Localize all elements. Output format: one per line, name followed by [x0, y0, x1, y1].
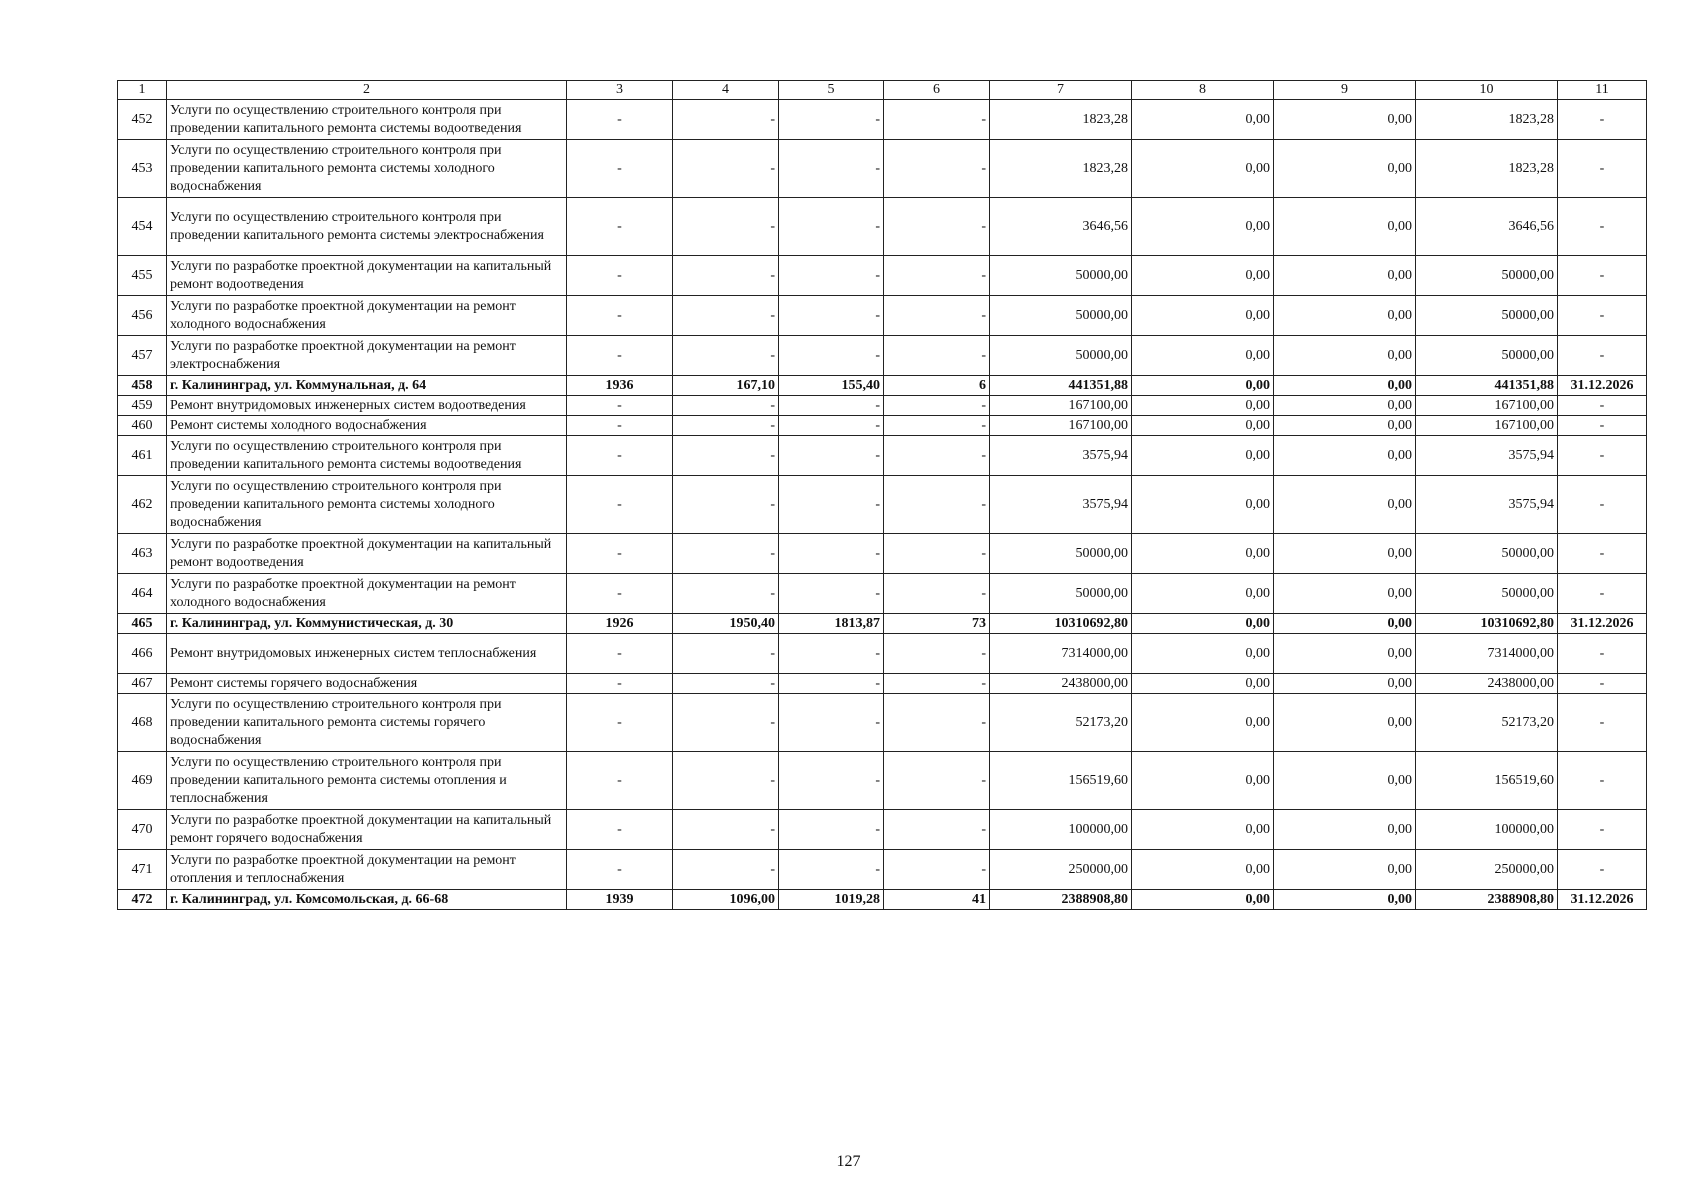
- total-cost: 10310692,80: [990, 614, 1132, 634]
- owners-cost: 50000,00: [1416, 574, 1558, 614]
- total-cost: 100000,00: [990, 810, 1132, 850]
- table-row: [118, 416, 1647, 436]
- total-area: -: [673, 810, 779, 850]
- total-area: -: [673, 634, 779, 674]
- header-cell: 3: [567, 81, 673, 100]
- year-built: -: [567, 198, 673, 256]
- row-number: 468: [118, 694, 167, 752]
- fund-cost: 0,00: [1132, 396, 1274, 416]
- residents-count: 73: [884, 614, 990, 634]
- row-description: г. Калининград, ул. Коммунистическая, д. 30: [167, 614, 567, 634]
- deadline: -: [1558, 752, 1647, 810]
- living-area: -: [779, 534, 884, 574]
- owners-cost: 3575,94: [1416, 436, 1558, 476]
- budget-cost: 0,00: [1274, 100, 1416, 140]
- total-cost: 50000,00: [990, 256, 1132, 296]
- table-row: [118, 534, 1647, 574]
- residents-count: -: [884, 140, 990, 198]
- row-number: 459: [118, 396, 167, 416]
- deadline: -: [1558, 694, 1647, 752]
- row-number: 457: [118, 336, 167, 376]
- year-built: -: [567, 752, 673, 810]
- header-cell: 6: [884, 81, 990, 100]
- row-description: Услуги по осуществлению строительного контроля при проведении капитального ремонта системы электроснабжения: [167, 198, 567, 256]
- budget-cost: 0,00: [1274, 336, 1416, 376]
- residents-count: -: [884, 296, 990, 336]
- row-number: 470: [118, 810, 167, 850]
- total-cost: 1823,28: [990, 100, 1132, 140]
- row-number: 460: [118, 416, 167, 436]
- table-row: [118, 256, 1647, 296]
- row-description: Услуги по осуществлению строительного контроля при проведении капитального ремонта системы холодного водоснабжения: [167, 476, 567, 534]
- table-row: [118, 850, 1647, 890]
- address-row: [118, 890, 1647, 910]
- total-cost: 2438000,00: [990, 674, 1132, 694]
- residents-count: -: [884, 850, 990, 890]
- row-description: Услуги по осуществлению строительного контроля при проведении капитального ремонта системы горячего водоснабжения: [167, 694, 567, 752]
- living-area: -: [779, 336, 884, 376]
- residents-count: -: [884, 336, 990, 376]
- table-row: [118, 476, 1647, 534]
- residents-count: -: [884, 694, 990, 752]
- living-area: -: [779, 810, 884, 850]
- fund-cost: 0,00: [1132, 140, 1274, 198]
- fund-cost: 0,00: [1132, 436, 1274, 476]
- budget-cost: 0,00: [1274, 256, 1416, 296]
- total-cost: 441351,88: [990, 376, 1132, 396]
- residents-count: -: [884, 752, 990, 810]
- owners-cost: 156519,60: [1416, 752, 1558, 810]
- year-built: -: [567, 476, 673, 534]
- total-cost: 2388908,80: [990, 890, 1132, 910]
- residents-count: -: [884, 100, 990, 140]
- row-description: Услуги по разработке проектной документации на ремонт холодного водоснабжения: [167, 574, 567, 614]
- owners-cost: 2388908,80: [1416, 890, 1558, 910]
- residents-count: -: [884, 476, 990, 534]
- row-description: г. Калининград, ул. Комсомольская, д. 66-68: [167, 890, 567, 910]
- total-area: -: [673, 336, 779, 376]
- year-built: 1939: [567, 890, 673, 910]
- header-cell: 5: [779, 81, 884, 100]
- deadline: -: [1558, 416, 1647, 436]
- total-area: 1950,40: [673, 614, 779, 634]
- residents-count: 6: [884, 376, 990, 396]
- fund-cost: 0,00: [1132, 574, 1274, 614]
- living-area: -: [779, 100, 884, 140]
- table-row: [118, 396, 1647, 416]
- year-built: -: [567, 396, 673, 416]
- total-area: -: [673, 256, 779, 296]
- total-cost: 50000,00: [990, 534, 1132, 574]
- year-built: 1926: [567, 614, 673, 634]
- deadline: -: [1558, 850, 1647, 890]
- table-body: [118, 81, 1647, 910]
- row-number: 472: [118, 890, 167, 910]
- fund-cost: 0,00: [1132, 296, 1274, 336]
- total-area: -: [673, 574, 779, 614]
- owners-cost: 3575,94: [1416, 476, 1558, 534]
- budget-cost: 0,00: [1274, 634, 1416, 674]
- owners-cost: 100000,00: [1416, 810, 1558, 850]
- residents-count: 41: [884, 890, 990, 910]
- total-area: -: [673, 198, 779, 256]
- fund-cost: 0,00: [1132, 100, 1274, 140]
- total-cost: 7314000,00: [990, 634, 1132, 674]
- row-description: Услуги по разработке проектной документации на капитальный ремонт водоотведения: [167, 256, 567, 296]
- living-area: -: [779, 436, 884, 476]
- row-description: Услуги по осуществлению строительного контроля при проведении капитального ремонта системы водоотведения: [167, 100, 567, 140]
- fund-cost: 0,00: [1132, 614, 1274, 634]
- total-area: -: [673, 296, 779, 336]
- total-cost: 250000,00: [990, 850, 1132, 890]
- year-built: -: [567, 100, 673, 140]
- living-area: -: [779, 634, 884, 674]
- owners-cost: 50000,00: [1416, 534, 1558, 574]
- row-number: 461: [118, 436, 167, 476]
- header-cell: 1: [118, 81, 167, 100]
- living-area: -: [779, 296, 884, 336]
- row-number: 453: [118, 140, 167, 198]
- budget-cost: 0,00: [1274, 296, 1416, 336]
- owners-cost: 50000,00: [1416, 336, 1558, 376]
- deadline: -: [1558, 436, 1647, 476]
- row-description: Услуги по осуществлению строительного контроля при проведении капитального ремонта системы водоотведения: [167, 436, 567, 476]
- deadline: -: [1558, 198, 1647, 256]
- total-cost: 167100,00: [990, 396, 1132, 416]
- deadline: -: [1558, 810, 1647, 850]
- row-description: Услуги по разработке проектной документации на капитальный ремонт водоотведения: [167, 534, 567, 574]
- deadline: -: [1558, 574, 1647, 614]
- residents-count: -: [884, 574, 990, 614]
- table-row: [118, 140, 1647, 198]
- budget-cost: 0,00: [1274, 140, 1416, 198]
- table-row: [118, 752, 1647, 810]
- fund-cost: 0,00: [1132, 890, 1274, 910]
- fund-cost: 0,00: [1132, 752, 1274, 810]
- deadline: -: [1558, 534, 1647, 574]
- total-area: -: [673, 140, 779, 198]
- budget-cost: 0,00: [1274, 416, 1416, 436]
- year-built: -: [567, 336, 673, 376]
- living-area: -: [779, 416, 884, 436]
- row-number: 462: [118, 476, 167, 534]
- total-cost: 156519,60: [990, 752, 1132, 810]
- table-row: [118, 674, 1647, 694]
- header-cell: 10: [1416, 81, 1558, 100]
- living-area: -: [779, 396, 884, 416]
- header-cell: 11: [1558, 81, 1647, 100]
- budget-cost: 0,00: [1274, 810, 1416, 850]
- budget-cost: 0,00: [1274, 850, 1416, 890]
- living-area: -: [779, 674, 884, 694]
- owners-cost: 7314000,00: [1416, 634, 1558, 674]
- budget-cost: 0,00: [1274, 376, 1416, 396]
- residents-count: -: [884, 436, 990, 476]
- year-built: -: [567, 574, 673, 614]
- row-description: Услуги по разработке проектной документации на ремонт электроснабжения: [167, 336, 567, 376]
- fund-cost: 0,00: [1132, 416, 1274, 436]
- residents-count: -: [884, 396, 990, 416]
- residents-count: -: [884, 534, 990, 574]
- living-area: -: [779, 140, 884, 198]
- page-number: 127: [836, 1153, 861, 1170]
- living-area: -: [779, 256, 884, 296]
- row-description: Ремонт внутридомовых инженерных систем водоотведения: [167, 396, 567, 416]
- deadline: 31.12.2026: [1558, 376, 1647, 396]
- deadline: 31.12.2026: [1558, 614, 1647, 634]
- owners-cost: 1823,28: [1416, 140, 1558, 198]
- row-number: 469: [118, 752, 167, 810]
- table-row: [118, 694, 1647, 752]
- total-cost: 52173,20: [990, 694, 1132, 752]
- budget-cost: 0,00: [1274, 198, 1416, 256]
- total-cost: 3575,94: [990, 476, 1132, 534]
- total-area: -: [673, 694, 779, 752]
- owners-cost: 10310692,80: [1416, 614, 1558, 634]
- budget-cost: 0,00: [1274, 752, 1416, 810]
- deadline: 31.12.2026: [1558, 890, 1647, 910]
- total-area: -: [673, 850, 779, 890]
- header-cell: 9: [1274, 81, 1416, 100]
- row-number: 471: [118, 850, 167, 890]
- living-area: -: [779, 694, 884, 752]
- residents-count: -: [884, 198, 990, 256]
- owners-cost: 3646,56: [1416, 198, 1558, 256]
- row-description: Ремонт системы холодного водоснабжения: [167, 416, 567, 436]
- year-built: -: [567, 296, 673, 336]
- total-area: -: [673, 416, 779, 436]
- owners-cost: 50000,00: [1416, 256, 1558, 296]
- total-area: -: [673, 534, 779, 574]
- owners-cost: 52173,20: [1416, 694, 1558, 752]
- row-number: 454: [118, 198, 167, 256]
- owners-cost: 1823,28: [1416, 100, 1558, 140]
- fund-cost: 0,00: [1132, 376, 1274, 396]
- year-built: -: [567, 810, 673, 850]
- living-area: -: [779, 476, 884, 534]
- table-row: [118, 198, 1647, 256]
- owners-cost: 441351,88: [1416, 376, 1558, 396]
- year-built: -: [567, 256, 673, 296]
- table-row: [118, 336, 1647, 376]
- row-description: Услуги по осуществлению строительного контроля при проведении капитального ремонта системы холодного водоснабжения: [167, 140, 567, 198]
- living-area: 1019,28: [779, 890, 884, 910]
- row-description: г. Калининград, ул. Коммунальная, д. 64: [167, 376, 567, 396]
- column-number-row: [118, 81, 1647, 100]
- document-table-wrapper: [117, 80, 1646, 910]
- row-number: 467: [118, 674, 167, 694]
- total-cost: 50000,00: [990, 574, 1132, 614]
- total-cost: 167100,00: [990, 416, 1132, 436]
- total-area: -: [673, 396, 779, 416]
- budget-cost: 0,00: [1274, 694, 1416, 752]
- budget-cost: 0,00: [1274, 614, 1416, 634]
- budget-cost: 0,00: [1274, 476, 1416, 534]
- fund-cost: 0,00: [1132, 850, 1274, 890]
- year-built: -: [567, 140, 673, 198]
- address-row: [118, 376, 1647, 396]
- repair-program-table: [117, 80, 1647, 910]
- total-area: -: [673, 674, 779, 694]
- total-area: -: [673, 476, 779, 534]
- fund-cost: 0,00: [1132, 634, 1274, 674]
- header-cell: 4: [673, 81, 779, 100]
- deadline: -: [1558, 634, 1647, 674]
- living-area: 1813,87: [779, 614, 884, 634]
- row-number: 456: [118, 296, 167, 336]
- deadline: -: [1558, 100, 1647, 140]
- year-built: -: [567, 634, 673, 674]
- row-description: Ремонт системы горячего водоснабжения: [167, 674, 567, 694]
- row-description: Услуги по осуществлению строительного контроля при проведении капитального ремонта системы отопления и теплоснабжения: [167, 752, 567, 810]
- year-built: -: [567, 694, 673, 752]
- living-area: -: [779, 752, 884, 810]
- year-built: -: [567, 534, 673, 574]
- row-number: 463: [118, 534, 167, 574]
- total-cost: 1823,28: [990, 140, 1132, 198]
- budget-cost: 0,00: [1274, 674, 1416, 694]
- owners-cost: 50000,00: [1416, 296, 1558, 336]
- total-area: -: [673, 436, 779, 476]
- deadline: -: [1558, 476, 1647, 534]
- owners-cost: 2438000,00: [1416, 674, 1558, 694]
- residents-count: -: [884, 634, 990, 674]
- deadline: -: [1558, 336, 1647, 376]
- total-area: 1096,00: [673, 890, 779, 910]
- owners-cost: 167100,00: [1416, 396, 1558, 416]
- total-area: 167,10: [673, 376, 779, 396]
- row-number: 458: [118, 376, 167, 396]
- fund-cost: 0,00: [1132, 336, 1274, 376]
- header-cell: 7: [990, 81, 1132, 100]
- table-row: [118, 100, 1647, 140]
- owners-cost: 250000,00: [1416, 850, 1558, 890]
- row-number: 464: [118, 574, 167, 614]
- year-built: 1936: [567, 376, 673, 396]
- row-number: 455: [118, 256, 167, 296]
- table-row: [118, 436, 1647, 476]
- living-area: -: [779, 198, 884, 256]
- row-number: 452: [118, 100, 167, 140]
- row-description: Услуги по разработке проектной документации на капитальный ремонт горячего водоснабжения: [167, 810, 567, 850]
- total-cost: 3575,94: [990, 436, 1132, 476]
- fund-cost: 0,00: [1132, 810, 1274, 850]
- total-area: -: [673, 752, 779, 810]
- year-built: -: [567, 416, 673, 436]
- year-built: -: [567, 436, 673, 476]
- deadline: -: [1558, 296, 1647, 336]
- budget-cost: 0,00: [1274, 574, 1416, 614]
- row-number: 466: [118, 634, 167, 674]
- deadline: -: [1558, 256, 1647, 296]
- residents-count: -: [884, 256, 990, 296]
- table-row: [118, 574, 1647, 614]
- residents-count: -: [884, 674, 990, 694]
- budget-cost: 0,00: [1274, 890, 1416, 910]
- row-description: Услуги по разработке проектной документации на ремонт отопления и теплоснабжения: [167, 850, 567, 890]
- living-area: -: [779, 850, 884, 890]
- fund-cost: 0,00: [1132, 256, 1274, 296]
- deadline: -: [1558, 140, 1647, 198]
- row-description: Ремонт внутридомовых инженерных систем теплоснабжения: [167, 634, 567, 674]
- header-cell: 2: [167, 81, 567, 100]
- fund-cost: 0,00: [1132, 534, 1274, 574]
- year-built: -: [567, 850, 673, 890]
- residents-count: -: [884, 416, 990, 436]
- budget-cost: 0,00: [1274, 534, 1416, 574]
- year-built: -: [567, 674, 673, 694]
- row-number: 465: [118, 614, 167, 634]
- header-cell: 8: [1132, 81, 1274, 100]
- fund-cost: 0,00: [1132, 674, 1274, 694]
- table-row: [118, 634, 1647, 674]
- table-row: [118, 810, 1647, 850]
- address-row: [118, 614, 1647, 634]
- deadline: -: [1558, 396, 1647, 416]
- living-area: -: [779, 574, 884, 614]
- row-description: Услуги по разработке проектной документации на ремонт холодного водоснабжения: [167, 296, 567, 336]
- owners-cost: 167100,00: [1416, 416, 1558, 436]
- fund-cost: 0,00: [1132, 694, 1274, 752]
- total-cost: 50000,00: [990, 296, 1132, 336]
- total-cost: 3646,56: [990, 198, 1132, 256]
- living-area: 155,40: [779, 376, 884, 396]
- table-row: [118, 296, 1647, 336]
- deadline: -: [1558, 674, 1647, 694]
- fund-cost: 0,00: [1132, 198, 1274, 256]
- fund-cost: 0,00: [1132, 476, 1274, 534]
- budget-cost: 0,00: [1274, 396, 1416, 416]
- residents-count: -: [884, 810, 990, 850]
- total-cost: 50000,00: [990, 336, 1132, 376]
- budget-cost: 0,00: [1274, 436, 1416, 476]
- total-area: -: [673, 100, 779, 140]
